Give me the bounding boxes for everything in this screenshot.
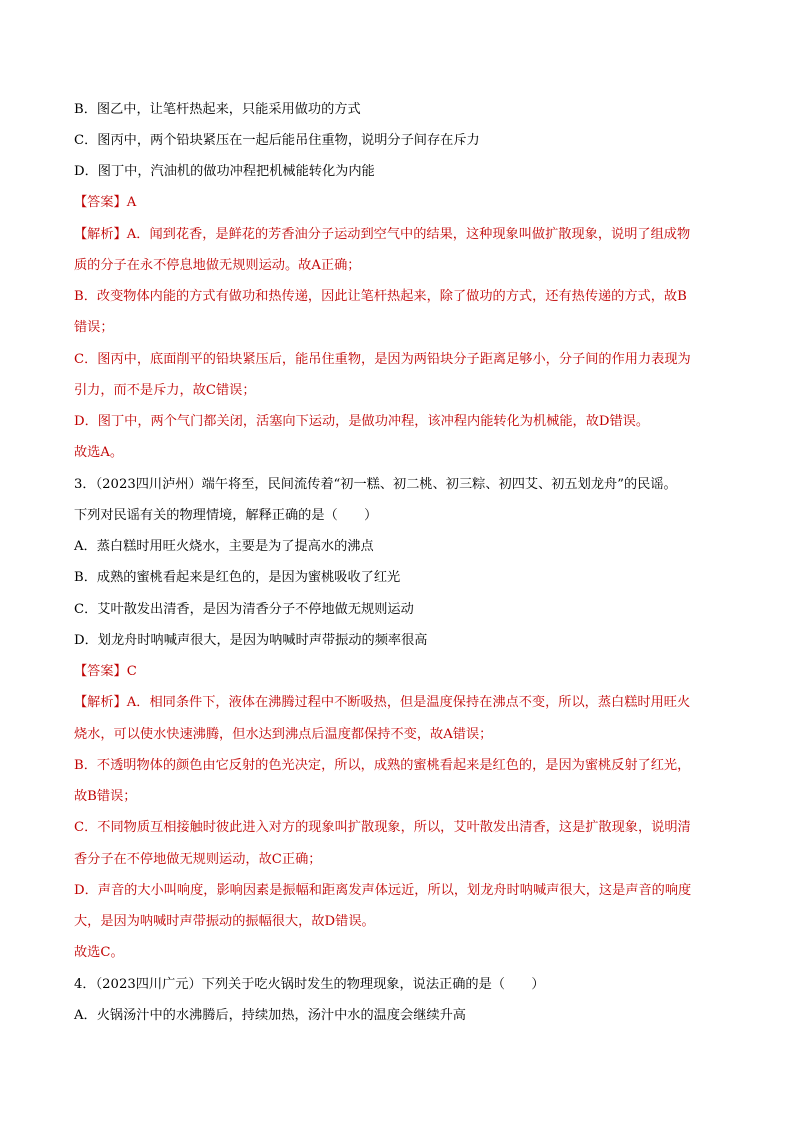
q3-option-d: D．划龙舟时呐喊声很大，是因为呐喊时声带振动的频率很高 [74, 633, 428, 648]
q3-analysis-line [74, 693, 724, 713]
q2-conclusion: 故选A。 [74, 445, 124, 460]
q4-option-a: A．火锅汤汁中的水沸腾后，持续加热，汤汁中水的温度会继续升高 [74, 1008, 466, 1023]
q2-analysis-line: B．改变物体内能的方式有做功和热传递，因此让笔杆热起来，除了做功的方式，还有热传递的方式，故B [74, 289, 687, 304]
answer-value: C [126, 664, 137, 679]
q4-stem: 4．（2023四川广元）下列关于吃火锅时发生的物理现象，说法正确的是（ ） [74, 977, 545, 992]
q2-option-c: C．图丙中，两个铅块紧压在一起后能吊住重物，说明分子间存在斥力 [74, 133, 480, 148]
q3-option-a: A．蒸白糕时用旺火烧水，主要是为了提高水的沸点 [74, 539, 374, 554]
q2-analysis-line: D．图丁中，两个气门都关闭，活塞向下运动，是做功冲程，该冲程内能转化为机械能，故D错误。 [74, 414, 650, 429]
q3-answer [74, 662, 724, 682]
q3-analysis-line: 香分子在不停地做无规则运动，故C正确； [74, 852, 322, 867]
q2-option-d: D．图丁中，汽油机的做功冲程把机械能转化为内能 [74, 164, 375, 179]
analysis-text: A．相同条件下，液体在沸腾过程中不断吸热，但是温度保持在沸点不变，所以，蒸白糕时用旺火 [126, 695, 691, 710]
q2-option-b: B．图乙中，让笔杆热起来，只能采用做功的方式 [74, 102, 361, 117]
q3-option-c: C．艾叶散发出清香，是因为清香分子不停地做无规则运动 [74, 602, 414, 617]
q2-analysis-line: 错误； [74, 320, 114, 335]
q3-conclusion: 故选C。 [74, 945, 124, 960]
q3-analysis-line: D．声音的大小叫响度，影响因素是振幅和距离发声体远近，所以，划龙舟时呐喊声很大，这是声音的响度 [74, 883, 692, 898]
analysis-tag: 【解析】 [74, 695, 127, 710]
answer-tag: 【答案】 [74, 664, 127, 679]
q3-option-b: B．成熟的蜜桃看起来是红色的，是因为蜜桃吸收了红光 [74, 570, 401, 585]
q3-analysis-line: C．不同物质互相接触时彼此进入对方的现象叫扩散现象，所以，艾叶散发出清香，这是扩散现象，说明清 [74, 820, 691, 835]
q3-stem-line: 3．（2023四川泸州）端午将至，民间流传着“初一糕、初二桃、初三粽、初四艾、初五划龙舟”的民谣。 [74, 477, 677, 492]
q2-analysis-line [74, 225, 724, 245]
q2-analysis-line: 质的分子在永不停息地做无规则运动。故A正确； [74, 258, 361, 273]
q3-analysis-line: 烧水，可以使水快速沸腾，但水达到沸点后温度都保持不变，故A错误； [74, 727, 493, 742]
q2-analysis-line: 引力，而不是斥力，故C错误； [74, 383, 256, 398]
q3-stem-line: 下列对民谣有关的物理情境，解释正确的是（ ） [74, 508, 378, 523]
q3-analysis-line: B．不透明物体的颜色由它反射的色光决定，所以，成熟的蜜桃看起来是红色的，是因为蜜桃反射了红光， [74, 758, 691, 773]
q2-answer [74, 193, 724, 213]
q2-analysis-line: C．图丙中，底面削平的铅块紧压后，能吊住重物，是因为两铅块分子距离足够小，分子间的作用力表现为 [74, 352, 691, 367]
q3-analysis-line: 大，是因为呐喊时声带振动的振幅很大，故D错误。 [74, 914, 375, 929]
analysis-text: A．闻到花香，是鲜花的芳香油分子运动到空气中的结果，这种现象叫做扩散现象，说明了组成物 [126, 227, 691, 242]
answer-value: A [126, 195, 137, 210]
q3-analysis-line: 故B错误； [74, 789, 137, 804]
answer-tag: 【答案】 [74, 195, 127, 210]
analysis-tag: 【解析】 [74, 227, 127, 242]
